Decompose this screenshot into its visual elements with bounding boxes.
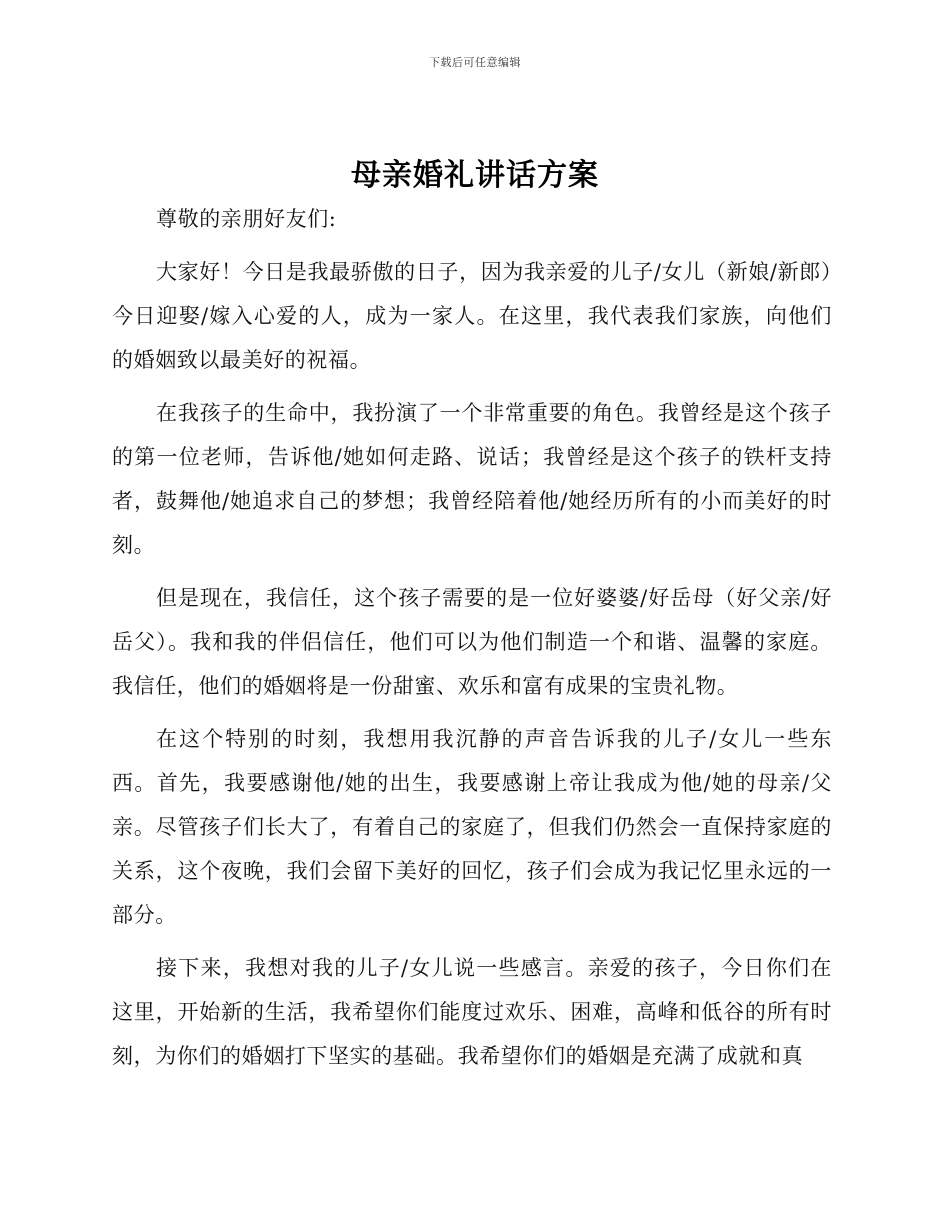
paragraph: 但是现在，我信任，这个孩子需要的是一位好婆婆/好岳母（好父亲/好岳父）。我和我的伴侣信任，他们可以为他们制造一个和谐、温馨的家庭。我信任，他们的婚姻将是一份甜蜜、欢乐和富有成果的宝贵礼物。 [112,586,832,698]
paragraph: 在这个特别的时刻，我想用我沉静的声音告诉我的儿子/女儿一些东西。首先，我要感谢他/她的出生，我要感谢上帝让我成为他/她的母亲/父亲。尽管孩子们长大了，有着自己的家庭了，但我们仍然会一直保持家庭的关系，这个夜晚，我们会留下美好的回忆，孩子们会成为我记忆里永远的一部分。 [112,727,832,927]
document-title: 母亲婚礼讲话方案 [351,158,599,193]
paragraph-greeting: 尊敬的亲朋好友们: [156,207,337,231]
paragraph: 大家好！今日是我最骄傲的日子，因为我亲爱的儿子/女儿（新娘/新郎）今日迎娶/嫁入心爱的人，成为一家人。在这里，我代表我们家族，向他们的婚姻致以最美好的祝福。 [112,260,832,372]
document-body [112,197,832,1087]
paragraph: 在我孩子的生命中，我扮演了一个非常重要的角色。我曾经是这个孩子的第一位老师，告诉他/她如何走路、说话；我曾经是这个孩子的铁杆支持者，鼓舞他/她追求自己的梦想；我曾经陪着他/她经历所有的小而美好的时刻。 [112,401,832,557]
header-note: 下载后可任意编辑 [429,56,521,69]
paragraph: 接下来，我想对我的儿子/女儿说一些感言。亲爱的孩子，今日你们在这里，开始新的生活，我希望你们能度过欢乐、困难，高峰和低谷的所有时刻，为你们的婚姻打下坚实的基础。我希望你们的婚姻是充满了成就和真 [112,956,832,1068]
